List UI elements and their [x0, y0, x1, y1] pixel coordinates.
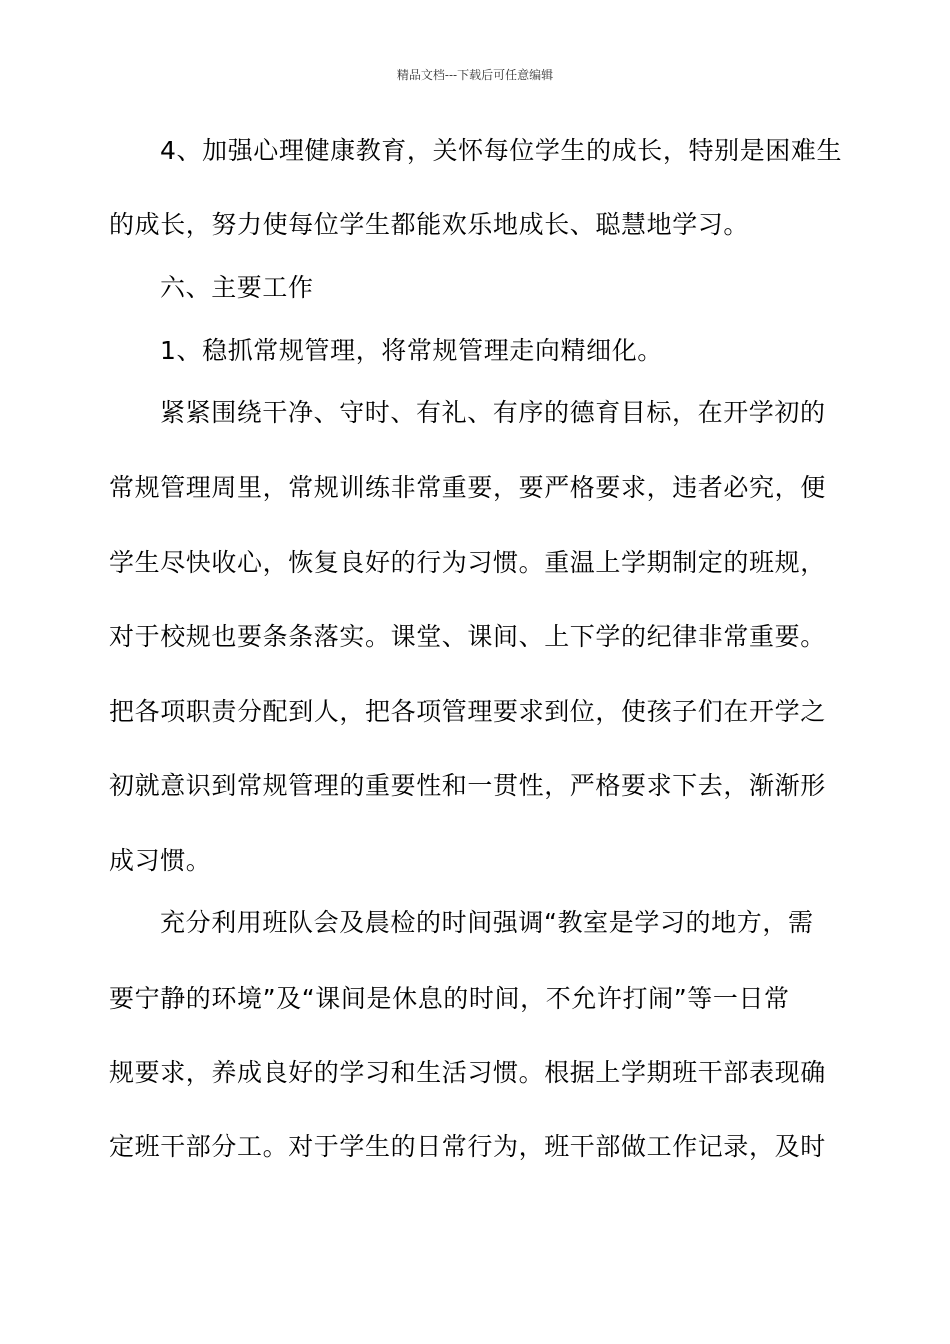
paragraph-line: 定班干部分工。对于学生的日常行为，班干部做工作记录，及时 — [109, 1132, 826, 1161]
paragraph-line: 要宁静的环境”及“课间是休息的时间，不允许打闹”等一日常 — [109, 984, 790, 1013]
paragraph-line: 充分利用班队会及晨检的时间强调“教室是学习的地方，需 — [160, 908, 814, 937]
paragraph-line: 的成长，努力使每位学生都能欢乐地成长、聪慧地学习。 — [109, 210, 750, 239]
paragraph-line: 学生尽快收心，恢复良好的行为习惯。重温上学期制定的班规， — [109, 548, 826, 577]
section-heading: 六、主要工作 — [160, 273, 314, 302]
paragraph-line: 初就意识到常规管理的重要性和一贯性，严格要求下去，渐渐形 — [109, 771, 826, 800]
page-header: 精品文档---下载后可任意编辑 — [396, 68, 554, 82]
paragraph-line: 常规管理周里，常规训练非常重要，要严格要求，违者必究，便 — [109, 473, 826, 502]
paragraph-line: 把各项职责分配到人，把各项管理要求到位，使孩子们在开学之 — [109, 697, 826, 726]
paragraph-line: 紧紧围绕干净、守时、有礼、有序的德育目标，在开学初的 — [160, 398, 826, 427]
subsection-heading: 1、稳抓常规管理，将常规管理走向精细化。 — [160, 336, 663, 365]
paragraph-line: 对于校规也要条条落实。课堂、课间、上下学的纪律非常重要。 — [109, 622, 826, 651]
paragraph-line: 4、加强心理健康教育，关怀每位学生的成长，特别是困难生 — [160, 136, 843, 165]
paragraph-line: 规要求，养成良好的学习和生活习惯。根据上学期班干部表现确 — [109, 1058, 826, 1087]
paragraph-line: 成习惯。 — [109, 846, 212, 875]
